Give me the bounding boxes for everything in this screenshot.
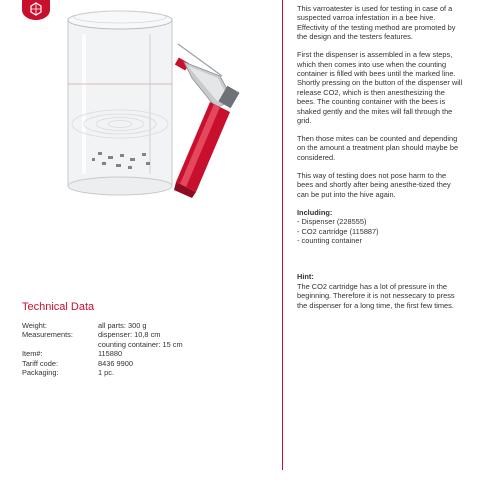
table-row [22,349,183,358]
spec-label: Measurements: [22,330,73,340]
spec-label: Weight: [22,321,47,330]
spec-value-line: dispenser: 10,8 cm [98,330,161,340]
table-row [22,368,183,377]
hint-text: The CO2 cartridge has a lot of pressure in the beginning. Therefore it is not nessecary to press the dispenser for a long time, the first few times. [297,281,455,310]
description-paragraph: Then those mites can be counted and depending on the amount a treatment plan should maybe be considered. [297,134,459,162]
table-row [22,330,183,349]
list-item: - counting container [297,236,463,245]
description-paragraph: This way of testing does not pose harm to the bees and shortly after being anesthe-tized they can be put into the hive again. [297,170,451,199]
description-column [297,4,463,319]
list-item: - CO2 cartridge (115887) [297,227,463,236]
table-row [22,359,183,368]
technical-data-title: Technical Data [22,301,95,313]
spec-value [98,330,183,349]
brand-logo-icon [22,0,50,20]
table-row [22,321,183,330]
hint-heading: Hint: [297,272,314,282]
spec-value-line: 115880 [98,349,123,359]
spec-value [98,349,122,358]
spec-value-line: 1 pc. [98,368,115,378]
including-heading: Including: [297,207,333,217]
dispenser-image [174,44,240,198]
description-paragraph: This varroatester is used for testing in case of a suspected varroa infestation in a bee hive. Effectivity of the testing method are promoted by the design and the testers features. [297,4,456,42]
counting-container-image [68,11,172,195]
description-paragraph: First the dispenser is assembled in a few steps, which then comes into use when the counting container is filled with bees until the marked line. Shortly pressing on the button of the dispenser will release CO2, which is then anesthesizing the bees. The counting container with the bees is shaked gently and the mites will fall through the grid. [297,50,463,126]
spec-value-line: 8436 9900 [98,358,133,368]
spec-value-line: counting container: 15 cm [98,339,183,349]
spec-label: Item#: [22,349,43,359]
column-divider [282,0,283,470]
spec-value [98,368,114,377]
including-list [297,217,463,245]
spec-label: Packaging: [22,368,59,378]
spec-value-line: all parts: 300 g [98,321,147,330]
spec-value [98,321,146,330]
product-image [58,4,258,200]
spec-label: Tariff code: [22,358,59,368]
technical-data-table [22,321,183,377]
spec-value [98,359,133,368]
list-item: - Dispenser (228555) [297,217,463,226]
